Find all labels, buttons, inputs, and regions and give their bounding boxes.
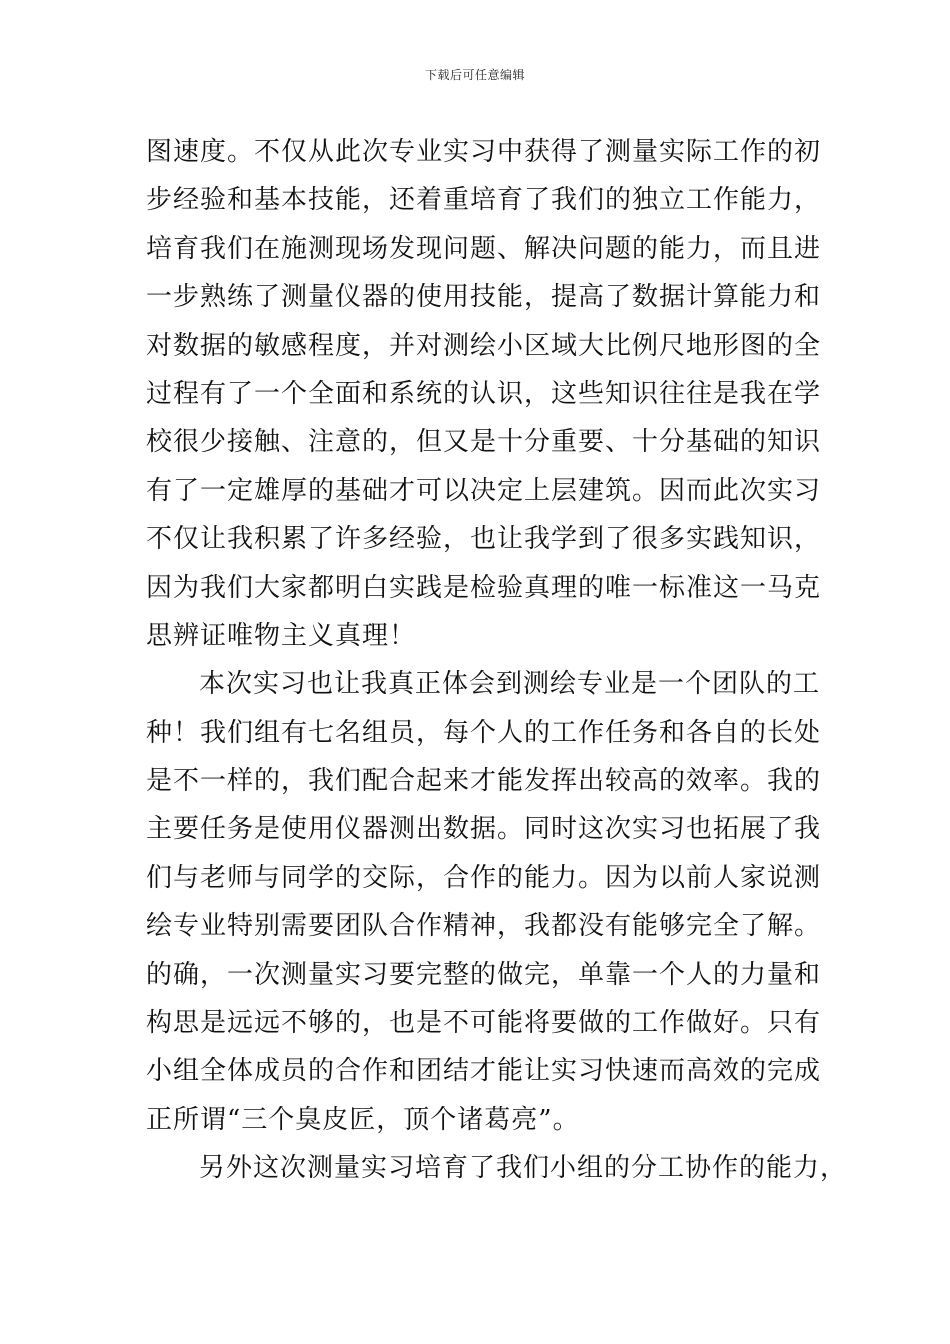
document-body bbox=[146, 128, 848, 1193]
text-line: 校很少接触、注意的，但又是十分重要、十分基础的知识 bbox=[146, 427, 822, 458]
text-line: 们与老师与同学的交际，合作的能力。因为以前人家说测 bbox=[146, 862, 822, 893]
paragraph-start-line: 本次实习也让我真正体会到测绘专业是一个团队的工 bbox=[199, 669, 821, 700]
text-line: 因为我们大家都明白实践是检验真理的唯一标准这一马克 bbox=[146, 572, 822, 603]
text-line: 一步熟练了测量仪器的使用技能，提高了数据计算能力和 bbox=[146, 282, 822, 313]
text-line: 主要任务是使用仪器测出数据。同时这次实习也拓展了我 bbox=[146, 814, 822, 845]
page-header: 下载后可任意编辑 bbox=[424, 68, 525, 82]
text-line: 培育我们在施测现场发现问题、解决问题的能力，而且进 bbox=[146, 233, 822, 264]
text-line: 正所谓“三个臭皮匠，顶个诸葛亮”。 bbox=[146, 1104, 580, 1135]
text-line: 有了一定雄厚的基础才可以决定上层建筑。因而此次实习 bbox=[146, 475, 822, 506]
text-line: 过程有了一个全面和系统的认识，这些知识往往是我在学 bbox=[146, 378, 822, 409]
text-line: 思辨证唯物主义真理！ bbox=[146, 620, 417, 651]
text-line: 的确，一次测量实习要完整的做完，单靠一个人的力量和 bbox=[146, 959, 822, 990]
text-line: 是不一样的，我们配合起来才能发挥出较高的效率。我的 bbox=[146, 766, 822, 797]
text-line: 对数据的敏感程度，并对测绘小区域大比例尺地形图的全 bbox=[146, 330, 822, 361]
text-line: 种！我们组有七名组员，每个人的工作任务和各自的长处 bbox=[146, 717, 822, 748]
text-line: 构思是远远不够的，也是不可能将要做的工作做好。只有 bbox=[146, 1008, 822, 1039]
text-line: 小组全体成员的合作和团结才能让实习快速而高效的完成 bbox=[146, 1056, 822, 1087]
text-line: 绘专业特别需要团队合作精神，我都没有能够完全了解。 bbox=[146, 911, 822, 942]
text-line: 不仅让我积累了许多经验，也让我学到了很多实践知识， bbox=[146, 524, 822, 555]
text-line: 图速度。不仅从此次专业实习中获得了测量实际工作的初 bbox=[146, 137, 822, 167]
paragraph-start-line: 另外这次测量实习培育了我们小组的分工协作的能力， bbox=[199, 1153, 848, 1184]
text-line: 步经验和基本技能，还着重培育了我们的独立工作能力， bbox=[146, 185, 822, 216]
